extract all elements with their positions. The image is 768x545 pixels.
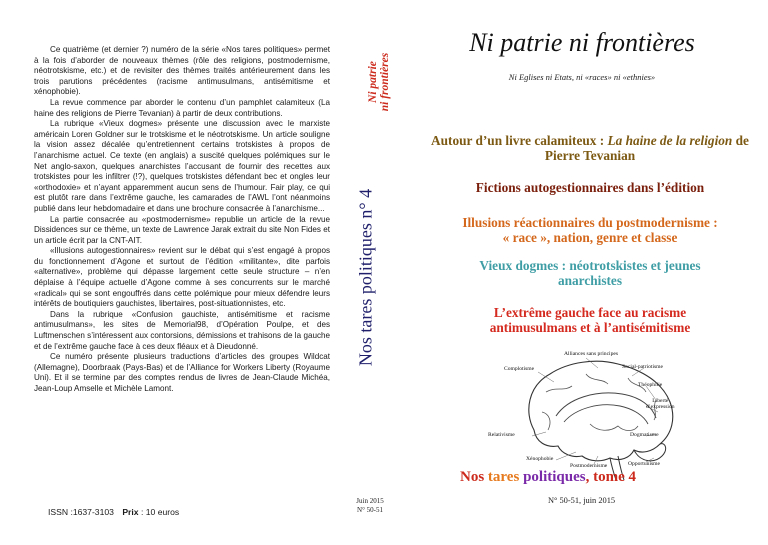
headline-tevanian-book: La haine de la religion xyxy=(607,133,733,148)
headline-extreme-gauche xyxy=(430,305,750,335)
paragraph-vieux-dogmes: La rubrique «Vieux dogmes» présente une discussion avec le marxiste américain Loren Goldner sur le trotskisme et le néotrotskisme. Un article souligne la vision assez décalée qu’entretiennent certains trotskistes à propos de l’anarchisme actuel. Ce texte (en anglais) a suscité quelques polémiques sur le Net anglo-saxon, quelques anarchistes l’accusant de fournir des recettes aux trotskistes pour les infiltrer (!?), quelques trotskistes défendant bec et ongles leur «orthodoxie» et n’ayant apparemment aucun sens de l’humour. Fair play, ce qui est plutôt rare dans l’extrême gauche, les camarades de l’AWL l’ont néanmoins publié dans leur hebdomadaire et dans une brochure consacrée à l’anarchisme... xyxy=(34,119,330,213)
brain-label-expression: d’expression xyxy=(646,404,675,410)
brain-label-social-patriotisme: Social-patriotisme xyxy=(622,364,664,370)
tome-word-politiques: politiques xyxy=(523,469,586,485)
headline-vieux-dogmes-line1: Vieux dogmes : néotrotskistes et jeunes xyxy=(479,258,701,273)
spine-date: Juin 2015 xyxy=(356,497,384,505)
paragraph-illusions: «Illusions autogestionnaires» revient sur le débat qui s’est engagé à propos du fonctionnement d’Agone et surtout de l’édition «militante», dite parfois «alternative», problème qui dépasse largement cette seule structure – n’en déplaise à l’équipe actuelle d’Agone comme à ses concurrents sur le marché «radical» qui se sont engouffrés dans cette polémique pour mieux défendre leurs intérêts de boutiquiers gauchistes, libertaires, post-situationnistes, etc. xyxy=(34,246,330,309)
brain-label-liberte-expression xyxy=(646,398,675,410)
headline-postmodernisme-line2: « race », nation, genre et classe xyxy=(502,230,678,245)
paragraph-intro: Ce quatrième (et dernier ?) numéro de la série «Nos tares politiques» permet à la fois d’aborder de nouveaux thèmes (rôle des religions, postmodernisme, néotrotskisme, etc.) et de revisiter des thèmes traités antérieurement dans les trois parutions précédentes (racisme antimusulmans, antisémitisme et xénophobie). xyxy=(34,45,330,97)
paragraph-traductions: Ce numéro présente plusieurs traductions d’articles des groupes Wildcat (Allemagne), Doorbraak (Pays-Bas) et de l’Alliance for Workers Liberty (Royaume Uni). Et il se termine par des comptes rendus de livres de Jean-Claude Michéa, Jean-Loup Amselle et Michèle Lamont. xyxy=(34,352,330,393)
spine-title-line2: ni frontières xyxy=(379,52,391,112)
brain-label-alliances: Alliances sans principes xyxy=(564,351,619,357)
brain-label-liberte: Liberté xyxy=(652,398,669,404)
spine xyxy=(346,0,418,545)
paragraph-pamphlet xyxy=(34,98,330,119)
price-value: : 10 euros xyxy=(140,507,180,517)
headline-vieux-dogmes xyxy=(430,258,750,288)
tome-word-nos: Nos xyxy=(460,469,485,485)
brain-thalamus xyxy=(590,424,638,431)
brain-label-dogmatisme: Dogmatisme xyxy=(630,432,659,438)
headline-extreme-gauche-line2: antimusulmans et à l’antisémitisme xyxy=(489,320,691,335)
spine-series: Nos tares politiques n° 4 xyxy=(355,188,376,367)
brain-label-postmodernisme: Postmodernisme xyxy=(570,463,608,469)
price-label: Prix xyxy=(122,507,139,517)
brain-label-relativisme: Relativisme xyxy=(488,432,515,438)
tome-suffix: , tome 4 xyxy=(585,469,636,485)
spine-title-line1: Ni patrie xyxy=(367,61,379,103)
paragraph-postmodernisme: La partie consacrée au «postmodernisme» republie un article de la revue Dissidences sur ce thème, un texte de Lawrence Jarak extrait du site Non Fides et un article écrit par la CNT-AIT. xyxy=(34,214,330,245)
journal-title: Ni patrie ni frontières xyxy=(469,28,695,57)
paragraph-confusion: Dans la rubrique «Confusion gauchiste, antisémitisme et racisme antimusulmans», les sites de Memorial98, d’Opération Poulpe, et des Luftmenschen s’intéressent aux contorsions, démissions et trahisons de la gauche et de l’extrême gauche face à ces deux fléaux et à Dieudonné. xyxy=(34,309,330,351)
issue-line: N° 50-51, juin 2015 xyxy=(548,496,616,505)
brain-outline xyxy=(529,361,673,461)
headline-postmodernisme xyxy=(430,215,750,245)
tome-title xyxy=(460,469,636,486)
brain-cerebellum xyxy=(634,444,666,461)
issn-price-line xyxy=(48,507,179,517)
brain-label-xenophobie: Xénophobie xyxy=(526,456,554,462)
issn: ISSN :1637-3103 xyxy=(48,507,114,517)
brain-inner-arc-2 xyxy=(564,405,648,424)
brain-label-theophilie: Théophilie xyxy=(638,382,663,388)
journal-subtitle: Ni Eglises ni Etats, ni «races» ni «ethnies» xyxy=(508,72,656,82)
headline-fictions: Fictions autogestionnaires dans l’édition xyxy=(475,180,705,195)
brain-label-opportunisme: Opportunisme xyxy=(628,461,661,467)
tome-word-tares: tares xyxy=(487,469,520,485)
headline-vieux-dogmes-line2: anarchistes xyxy=(557,273,623,288)
spine-number: N° 50-51 xyxy=(357,506,383,514)
spine-date-block xyxy=(350,497,390,515)
headline-postmodernisme-line1: Illusions réactionnaires du postmodernisme : xyxy=(462,215,718,230)
spine-title xyxy=(367,27,391,137)
paragraph-pamphlet-text: La revue commence par aborder le contenu d’un pamphlet calamiteux (La haine des religions de Pierre Tevanian) à partir de deux contributions. xyxy=(34,97,330,118)
headline-tevanian-prefix: Autour d’un livre calamiteux : xyxy=(431,133,608,148)
brain-label-complotisme: Complotisme xyxy=(504,366,535,372)
back-cover-text xyxy=(34,45,330,395)
headline-extreme-gauche-line1: L’extrême gauche face au racisme xyxy=(493,305,687,320)
headline-tevanian xyxy=(430,133,750,163)
headline-tevanian-suffix: de Pierre Tevanian xyxy=(544,133,749,163)
brain-inner-arc xyxy=(556,393,656,418)
